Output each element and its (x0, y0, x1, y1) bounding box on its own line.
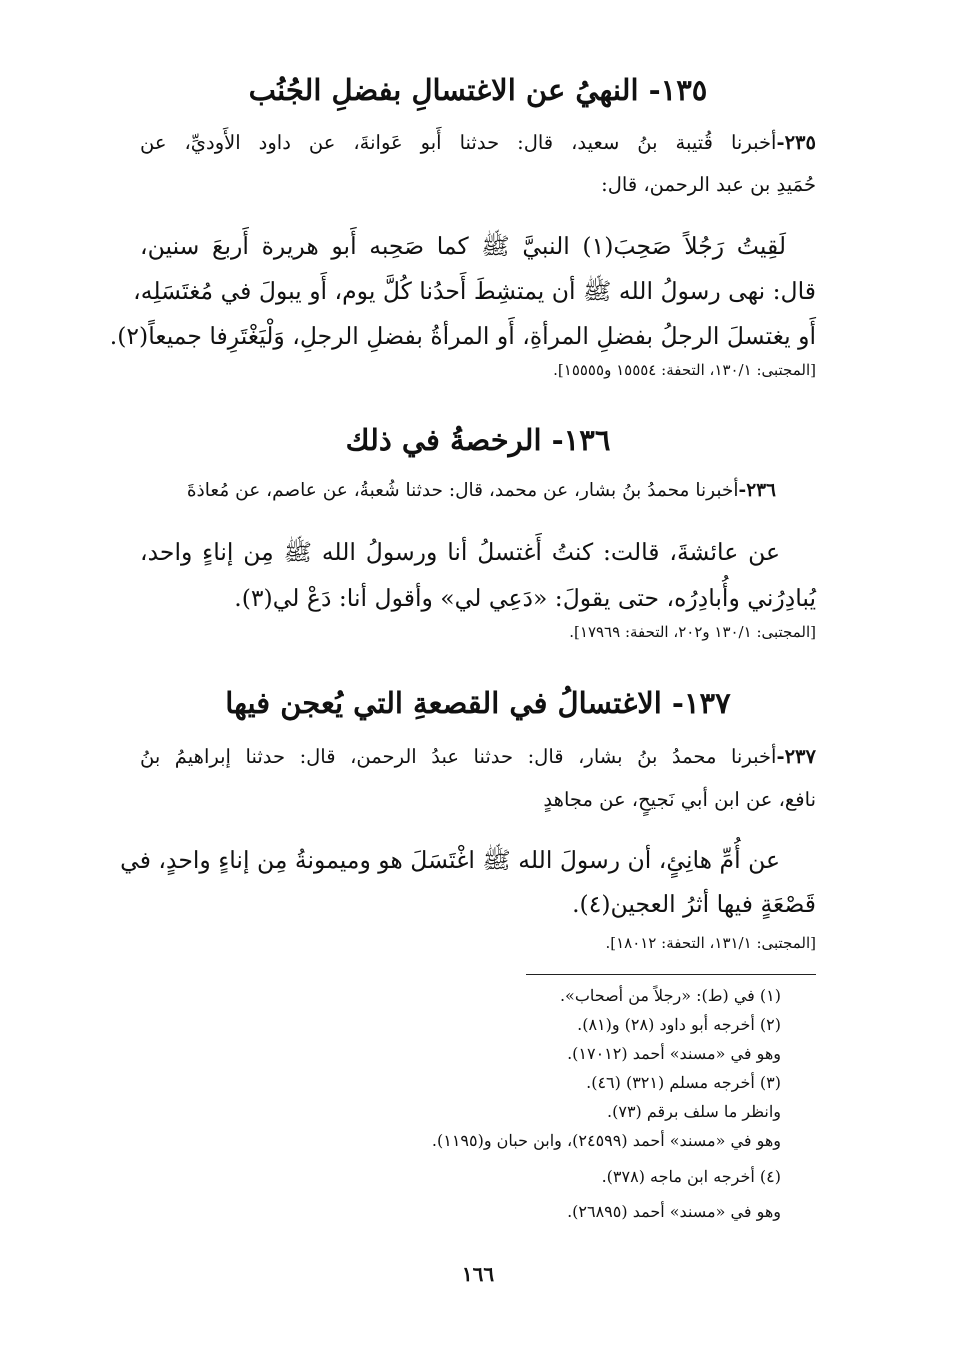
footnote-4-note: وهو في «مسند» أحمد (٢٦٨٩٥). (567, 1202, 781, 1221)
footnote-3-note-2: وهو في «مسند» أحمد (٢٤٥٩٩)، وابن حبان و(١١٩٥). (431, 1131, 781, 1150)
hadith-236-matn-line-2: يُبادِرُني وأُبادِرُه، حتى يقولَ: «دَعِي لي» وأقول أنا: دَعْ لي(٣). (234, 584, 816, 612)
hadith-236-matn-line-1: عن عائشةَ، قالت: كنتُ أَغتسلُ أنا ورسولُ الله ﷺ مِن إناءٍ واحد، (140, 538, 780, 566)
footnote-2-note: وهو في «مسند» أحمد (١٧٠١٢). (567, 1044, 781, 1063)
footnote-2: (٢) أخرجه أبو داود (٢٨) و(٨١). (577, 1015, 781, 1034)
footnote-3: (٣) أخرجه مسلم (٣٢١) (٤٦). (586, 1073, 781, 1092)
hadith-235-reference: [المجتبى: ١٣٠/١، التحفة: ١٥٥٥٤ و١٥٥٥٥]. (553, 361, 816, 379)
hadith-number: ٢٣٧- (776, 745, 816, 768)
hadith-number: ٢٣٦- (738, 480, 776, 501)
hadith-235-matn-line-1: لَقِيتُ رَجُلاً صَحِبَ(١) النبيَّ ﷺ كما صَحِبه أَبو هريرة أَربعَ سنين، (140, 232, 787, 260)
hadith-235-isnad-line-1: ٢٣٥-أخبرنا قُتيبة بنُ سعيد، قال: حدثنا أَبو عَوانةَ، عن داود الأَوديِّ، عن (140, 131, 816, 154)
footnote-4: (٤) أخرجه ابن ماجه (٣٧٨). (601, 1167, 781, 1186)
hadith-237-matn-line-2: قَصْعَةٍ فيها أثرُ العجين(٤). (572, 890, 816, 918)
hadith-237-isnad-line-1: ٢٣٧-أخبرنا محمدُ بنُ بشار، قال: حدثنا عبدُ الرحمن، قال: حدثنا إبراهيمُ بنُ (140, 745, 816, 768)
chapter-heading-135: ١٣٥- النهيُ عن الاغتسالِ بفضلِ الجُنُب (248, 73, 708, 107)
hadith-237-matn-line-1: عن أُمِّ هانِئٍ، أن رسولَ الله ﷺ اغْتَسَلَ هو وميمونةُ مِن إناءٍ واحدٍ، في (120, 846, 780, 874)
hadith-235-matn-line-3: أَو يغتسلَ الرجلُ بفضلِ المرأةِ، أَو المرأةُ بفضلِ الرجلِ، وَلْيَغْتَرِفا جميعاً(٢). (109, 322, 816, 350)
chapter-heading-137: ١٣٧- الاغتسالُ في القصعةِ التي يُعجن فيها (225, 686, 731, 720)
hadith-237-reference: [المجتبى: ١٣١/١، التحفة: ١٨٠١٢]. (605, 934, 816, 952)
hadith-236-reference: [المجتبى: ١٣٠/١ و٢٠٢، التحفة: ١٧٩٦٩]. (569, 623, 816, 641)
hadith-number: ٢٣٥- (776, 131, 816, 154)
hadith-235-isnad-line-2: حُمَيدِ بن عبد الرحمن، قال: (601, 173, 816, 196)
hadith-237-isnad-line-2: نافع، عن ابن أبي نَجيحٍ، عن مجاهدٍ (543, 788, 816, 811)
footnote-1: (١) في (ط): «رجلاً من أصحاب». (559, 986, 781, 1005)
footnote-divider (526, 974, 816, 975)
page-number: ١٦٦ (461, 1262, 495, 1286)
hadith-236-isnad-line-1: ٢٣٦-أخبرنا محمدُ بنُ بشار، عن محمد، قال: حدثنا شُعبةُ، عن عاصم، عن مُعاذةَ (186, 480, 776, 501)
hadith-235-matn-line-2: قال: نهى رسولُ الله ﷺ أن يمتشِطَ أَحدُنا كُلَّ يوم، أَو يبولَ في مُغتَسَلِه، (133, 277, 816, 305)
chapter-heading-136: ١٣٦- الرخصةُ في ذلك (345, 423, 611, 457)
footnote-3-note-1: وانظر ما سلف برقم (٧٣). (607, 1102, 781, 1121)
